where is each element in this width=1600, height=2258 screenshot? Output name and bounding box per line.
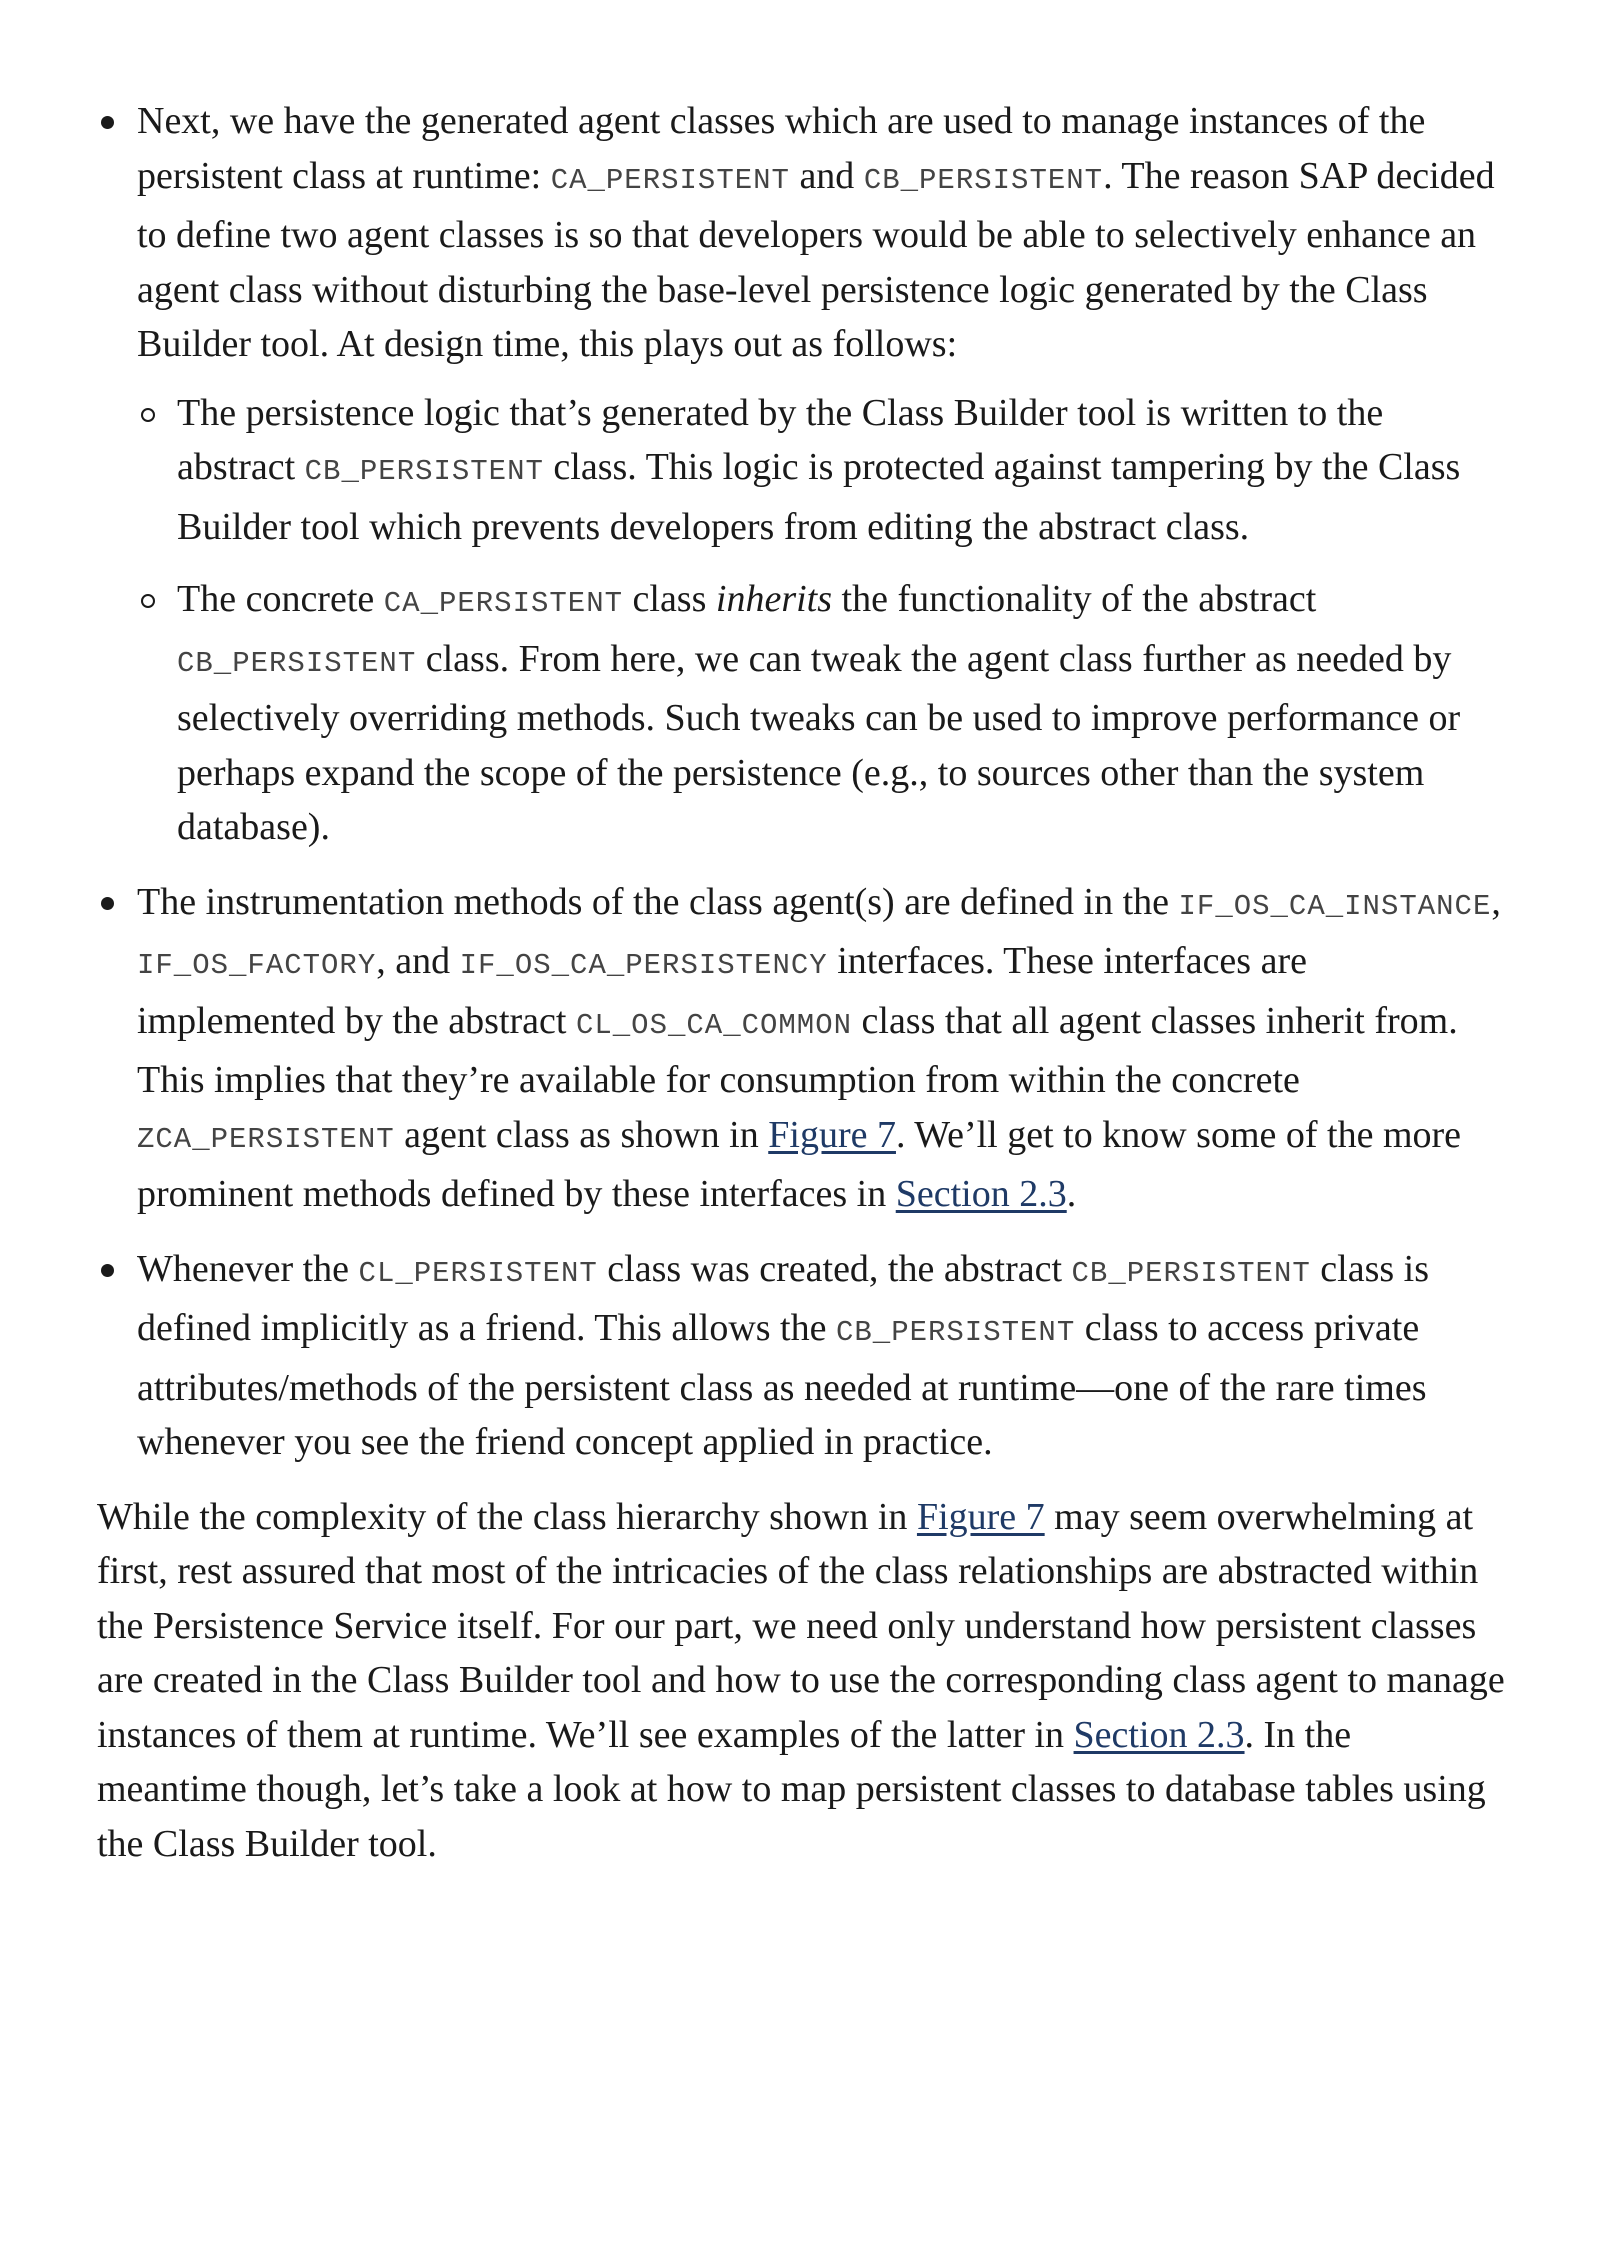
figure-7-link[interactable]: Figure 7 — [768, 1113, 896, 1156]
circle-bullet-icon — [141, 408, 155, 422]
text: . We’ll get to know some of the more prominent methods defined by these interfaces in — [137, 1113, 1462, 1215]
text: class. From here, we can tweak the agent class further as needed by selectively overriding methods. Such tweaks can be used to improve performance or perhaps expand the scope of the persistence (e.g., to sources other than the system database). — [177, 637, 1461, 848]
code-if-os-ca-persistency: IF_OS_CA_PERSISTENCY — [459, 949, 828, 982]
code-cl-os-ca-common: CL_OS_CA_COMMON — [575, 1008, 853, 1042]
code-cb-persistent: CB_PERSISTENT — [863, 163, 1104, 197]
code-cb-persistent: CB_PERSISTENT — [835, 1316, 1076, 1349]
figure-7-link[interactable]: Figure 7 — [916, 1495, 1045, 1538]
code-cl-persistent: CL_PERSISTENT — [358, 1256, 598, 1290]
text: agent class as shown in — [394, 1113, 769, 1156]
list-item-agent-classes — [97, 94, 1507, 855]
text: class is defined implicitly as a friend. This allows the — [137, 1247, 1429, 1349]
sub-list-item-persistence-logic — [137, 386, 1507, 555]
code-if-os-factory: IF_OS_FACTORY — [137, 949, 377, 982]
text: interfaces. These interfaces are implemented by the abstract — [137, 940, 1307, 1042]
text: . — [1066, 1173, 1077, 1215]
text: class was created, the abstract — [597, 1247, 1072, 1290]
text: . The reason SAP decided to define two agent classes is so that developers would be able to selectively enhance an agent class without disturbing the base-level persistence logic generated by the Class Builder tool. At design time, this plays out as follows: — [137, 154, 1495, 365]
code-zca-persistent: ZCA_PERSISTENT — [137, 1122, 395, 1156]
text: . In the meantime though, let’s take a look at how to map persistent classes to database tables using the Class Builder tool. — [97, 1713, 1486, 1865]
list-item-friend-concept — [97, 1242, 1507, 1470]
bullet-dot-icon — [101, 897, 114, 910]
text: class. This logic is protected against tampering by the Class Builder tool which prevents developers from editing the abstract class. — [177, 446, 1461, 548]
text: class to access private attributes/methods of the persistent class as needed at runtime—one of the rare times whenever you see the friend concept applied in practice. — [137, 1307, 1427, 1463]
circle-bullet-icon — [141, 594, 155, 608]
text: class — [623, 578, 716, 620]
code-cb-persistent: CB_PERSISTENT — [304, 455, 544, 488]
text: class that all agent classes inherit from. This implies that they’re available for consumption from within the concrete — [137, 999, 1458, 1101]
text: and — [789, 154, 864, 197]
code-ca-persistent: CA_PERSISTENT — [383, 587, 624, 620]
emphasis-inherits: inherits — [715, 578, 833, 620]
list-item-instrumentation-methods — [97, 875, 1507, 1222]
text: The instrumentation methods of the class agent(s) are defined in the — [137, 880, 1179, 923]
document-page — [97, 94, 1507, 1871]
text: , and — [376, 940, 460, 982]
bullet-dot-icon — [101, 116, 114, 129]
text: Next, we have the generated agent classes which are used to manage instances of the persistent class at runtime: — [137, 100, 1426, 197]
bullet-list — [97, 94, 1507, 1470]
code-ca-persistent: CA_PERSISTENT — [550, 163, 790, 197]
sub-bullet-list — [137, 386, 1507, 855]
text: The persistence logic that’s generated by the Class Builder tool is written to the abstract — [177, 391, 1384, 488]
bullet-dot-icon — [101, 1264, 114, 1277]
sub-list-item-concrete-class — [137, 572, 1507, 855]
section-2-3-link[interactable]: Section 2.3 — [1073, 1713, 1245, 1756]
text: Whenever the — [137, 1247, 359, 1290]
text: The concrete — [177, 578, 384, 620]
text: may seem overwhelming at first, rest assured that most of the intricacies of the class relationships are abstracted within the Persistence Service itself. For our part, we need only understand how persistent classes are created in the Class Builder tool and how to use the corresponding class agent to manage instances of them at runtime. We’ll see examples of the latter in — [97, 1495, 1505, 1756]
text: While the complexity of the class hierarchy shown in — [97, 1495, 917, 1538]
text: the functionality of the abstract — [832, 578, 1317, 620]
code-cb-persistent: CB_PERSISTENT — [1071, 1256, 1311, 1290]
code-if-os-ca-instance: IF_OS_CA_INSTANCE — [1178, 889, 1492, 923]
code-cb-persistent: CB_PERSISTENT — [177, 646, 417, 680]
text: , — [1491, 880, 1501, 923]
section-2-3-link[interactable]: Section 2.3 — [895, 1173, 1067, 1215]
summary-paragraph — [97, 1490, 1507, 1872]
